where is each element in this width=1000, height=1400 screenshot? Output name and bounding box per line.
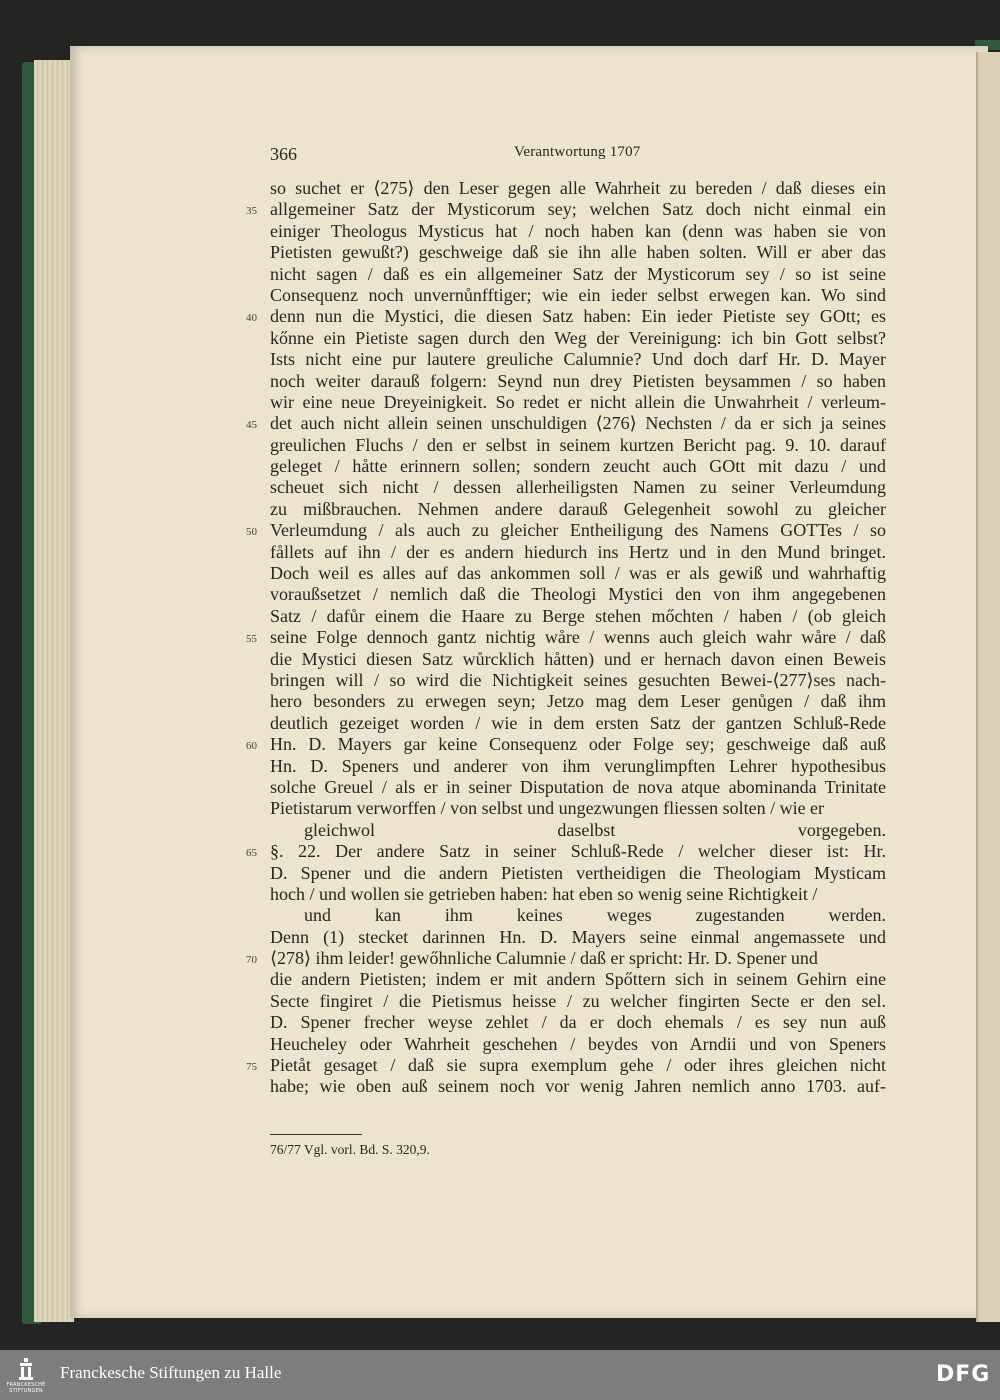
line-number: 70 (246, 954, 257, 967)
text-line (246, 841, 886, 862)
line-number: 40 (246, 312, 257, 325)
line-number: 50 (246, 526, 257, 539)
line-text: Secte fingiret / die Pietismus heisse / zu welcher fingirten Secte er den sel. (270, 990, 886, 1011)
line-text: Pietåt gesaget / daß sie supra exemplum gehe / oder ihres gleichen nicht (270, 1055, 886, 1076)
text-line (270, 542, 886, 563)
body-text (246, 178, 886, 1098)
viewer-footer-bar (0, 1350, 1000, 1400)
text-line (270, 178, 886, 199)
line-text: hoch / und wollen sie getrieben haben: hat eben so wenig seine Richtigkeit / (270, 883, 818, 904)
line-text: die andern Pietisten; indem er mit andern Spőttern sich in seinem Gehirn eine (270, 969, 886, 990)
logo-text (6, 1382, 46, 1394)
line-text: wir eine neue Dreyeinigkeit. So redet er nicht allein die Unwahrheit / verleum- (270, 391, 886, 412)
text-line (270, 392, 886, 413)
text-line (270, 756, 886, 777)
text-line (270, 456, 886, 477)
line-text: Heucheley oder Wahrheit geschehen / beydes von Arndii und von Speners (270, 1033, 886, 1054)
text-line (270, 691, 886, 712)
line-text: allgemeiner Satz der Mysticorum sey; welchen Satz doch nicht einmal ein (270, 199, 886, 220)
text-line (270, 1012, 886, 1033)
line-text: Denn (1) stecket darinnen Hn. D. Mayers seine einmal angemassete und (270, 926, 886, 947)
text-line (270, 264, 886, 285)
line-text: kőnne ein Pietiste sagen durch den Weg der Vereinigung: ich bin Gott selbst? (270, 327, 886, 348)
text-line (270, 606, 886, 627)
logo-text-line2: STIFTUNGEN (9, 1388, 43, 1394)
text-line (270, 371, 886, 392)
line-text: Hn. D. Mayers gar keine Consequenz oder Folge sey; geschweige daß auß (270, 734, 886, 755)
text-line (270, 927, 886, 948)
text-line (246, 734, 886, 755)
line-text: die Mystici diesen Satz wůrcklich håtten) und er hernach davon einen Beweis (270, 648, 886, 669)
text-line (270, 584, 886, 605)
text-line (270, 649, 886, 670)
line-text: geleget / håtte erinnern sollen; sondern zeucht auch GOtt mit dazu / und (270, 456, 886, 477)
text-line (270, 285, 886, 306)
text-line (270, 1076, 886, 1097)
line-text: fållets auf ihn / der es andern hiedurch ins Hertz und in den Mund bringet. (270, 541, 886, 562)
text-line (270, 221, 886, 242)
line-text: Ists nicht eine pur lautere greuliche Calumnie? Und doch darf Hr. D. Mayer (270, 349, 886, 370)
line-text: §. 22. Der andere Satz in seiner Schluß-Rede / welcher dieser ist: Hr. (270, 841, 886, 862)
line-text: bringen will / so wird die Nichtigkeit seines gesuchten Bewei-⟨277⟩ses nach- (270, 669, 886, 690)
line-text: Verleumdung / als auch zu gleicher Entheiligung des Namens GOTTes / so (270, 520, 886, 541)
line-text: ⟨278⟩ ihm leider! gewőhnliche Calumnie / daß er spricht: Hr. D. Spener und (270, 948, 818, 969)
building-icon (18, 1358, 34, 1380)
text-line (270, 777, 886, 798)
line-text: D. Spener frecher weyse zehlet / da er doch ehemals / es sey nun auß (270, 1012, 886, 1033)
page-edges (34, 60, 74, 1322)
text-line (246, 627, 886, 648)
text-line (246, 948, 886, 969)
line-text: solche Greuel / als er in seiner Disputation de nova atque abominanda Trinitate (270, 776, 886, 797)
line-text: scheuet sich nicht / dessen allerheiligsten Namen zu seiner Verleumdung (270, 477, 886, 498)
text-line (270, 820, 886, 841)
text-line (270, 905, 886, 926)
text-line (270, 563, 886, 584)
text-line (270, 670, 886, 691)
line-text: nicht sagen / daß es ein allgemeiner Satz der Mysticorum sey / so ist seine (270, 263, 886, 284)
line-text: greulichen Fluchs / den er selbst in seinem kurtzen Bericht pag. 9. 10. darauf (270, 434, 886, 455)
line-number: 55 (246, 633, 257, 646)
line-text: Satz / dafůr einem die Haare zu Berge stehen mőchten / haben / (ob gleich (270, 605, 886, 626)
line-text: Pietistarum verworffen / von selbst und ungezwungen fliessen solten / wie er (270, 798, 825, 819)
text-line (246, 306, 886, 327)
text-line (270, 1034, 886, 1055)
line-text: habe; wie oben auß seinem noch vor wenig Jahren nemlich anno 1703. auf- (270, 1076, 886, 1097)
text-line (270, 499, 886, 520)
running-head: Verantwortung 1707 (514, 144, 641, 160)
text-line (270, 798, 886, 819)
line-text: zu mißbrauchen. Nehmen andere darauß Gelegenheit sowohl zu gleicher (270, 498, 886, 519)
line-text: denn nun die Mystici, die diesen Satz haben: Ein ieder Pietiste sey GOtt; es (270, 306, 886, 327)
line-text: seine Folge dennoch gantz nichtig wåre / wenns auch gleich wahr wåre / daß (270, 627, 886, 648)
logo-text-line1: FRANCKESCHE (6, 1382, 46, 1388)
line-text: noch weiter darauß folgern: Seynd nun drey Pietisten beysammen / so haben (270, 370, 886, 391)
line-text: Doch weil es alles auf das ankommen soll / was er als gewiß und wahrhaftig (270, 563, 886, 584)
text-line (270, 863, 886, 884)
line-text: det auch nicht allein seinen unschuldigen ⟨276⟩ Nechsten / da er sich ja seines (270, 413, 886, 434)
text-line (246, 413, 886, 434)
line-text: Pietisten gewußt?) geschweige daß sie ihn alle haben solten. Will er aber das (270, 242, 886, 263)
line-text: gleichwol daselbst vorgegeben. (304, 819, 886, 840)
line-text: voraußsetzet / nemlich daß die Theologi Mystici den von ihm angegebenen (270, 584, 886, 605)
text-line (246, 199, 886, 220)
text-line (270, 435, 886, 456)
text-line (270, 242, 886, 263)
line-text: Hn. D. Speners und anderer von ihm verunglimpften Lehrer hypothesibus (270, 755, 886, 776)
text-line (270, 328, 886, 349)
line-number: 45 (246, 419, 257, 432)
line-number: 60 (246, 740, 257, 753)
dfg-logo: DFG (936, 1362, 991, 1387)
text-line (270, 713, 886, 734)
line-number: 35 (246, 205, 257, 218)
line-number: 65 (246, 847, 257, 860)
text-line (270, 991, 886, 1012)
footnote: 76/77 Vgl. vorl. Bd. S. 320,9. (270, 1142, 430, 1157)
text-line (270, 969, 886, 990)
footnote-rule (270, 1134, 362, 1135)
line-text: und kan ihm keines weges zugestanden werden. (304, 905, 886, 926)
adjacent-page-edge (976, 52, 1000, 1322)
line-text: einiger Theologus Mysticus hat / noch haben kan (denn was haben sie von (270, 220, 886, 241)
institution-name: Franckesche Stiftungen zu Halle (60, 1363, 282, 1382)
line-text: deutlich gezeiget worden / wie in dem ersten Satz der gantzen Schluß-Rede (270, 712, 886, 733)
line-text: hero besonders zu erwegen seyn; Jetzo mag dem Leser genůgen / daß ihm (270, 691, 886, 712)
text-line (246, 520, 886, 541)
text-line (246, 1055, 886, 1076)
institution-logo (6, 1358, 46, 1396)
page-number: 366 (270, 144, 297, 164)
text-line (270, 349, 886, 370)
line-text: D. Spener und die andern Pietisten vertheidigen die Theologiam Mysticam (270, 862, 886, 883)
text-line (270, 477, 886, 498)
line-text: Consequenz noch unvernůnfftiger; wie ein ieder selbst erwegen kan. Wo sind (270, 284, 886, 305)
text-line (270, 884, 886, 905)
line-text: so suchet er ⟨275⟩ den Leser gegen alle Wahrheit zu bereden / daß dieses ein (270, 178, 886, 198)
line-number: 75 (246, 1061, 257, 1074)
